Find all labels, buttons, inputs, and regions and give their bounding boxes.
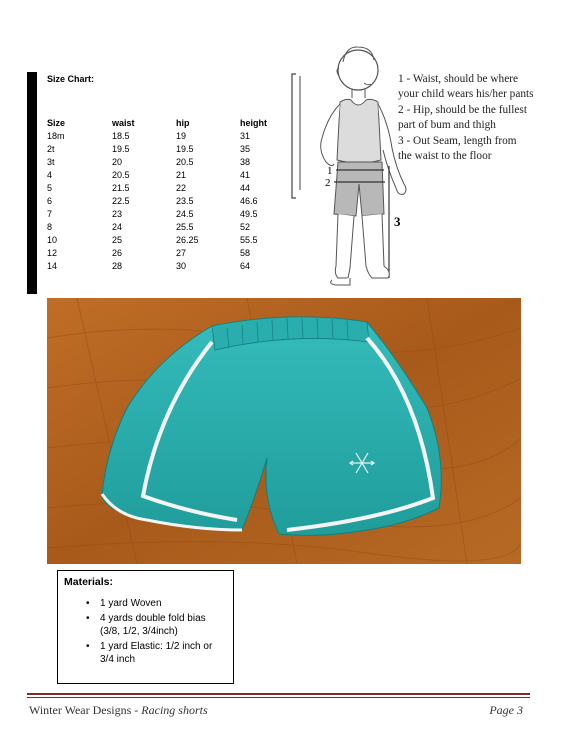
table-cell: 21	[176, 169, 187, 180]
table-cell: 26.25	[176, 234, 199, 245]
footer-brand: Winter Wear Designs - Racing shorts	[29, 703, 208, 717]
table-cell: 19	[176, 130, 187, 141]
table-cell: 22.5	[112, 195, 130, 206]
table-cell: 6	[47, 195, 53, 206]
note-line: part of bum and thigh	[398, 119, 496, 132]
table-row	[47, 129, 285, 142]
table-cell: 44	[240, 182, 251, 193]
size-chart	[47, 74, 287, 272]
marker-3: 3	[394, 214, 401, 229]
bullet-icon: •	[86, 641, 90, 652]
table-cell: 19.5	[176, 143, 194, 154]
marker-2: 2	[325, 177, 331, 189]
header-size: Size	[47, 117, 66, 128]
table-row	[47, 155, 285, 168]
table-cell: 38	[240, 156, 251, 167]
table-cell: 12	[47, 247, 58, 258]
size-table-header	[47, 116, 285, 129]
page-number: Page 3	[489, 703, 523, 717]
table-cell: 20.5	[176, 156, 194, 167]
table-cell: 26	[112, 247, 123, 258]
table-cell: 46.6	[240, 195, 258, 206]
note-line: 1 - Waist, should be where	[398, 73, 518, 85]
table-cell: 23	[112, 208, 123, 219]
bullet-icon: •	[86, 613, 90, 624]
table-cell: 64	[240, 260, 251, 271]
table-cell: 24	[112, 221, 123, 232]
header-height: height	[240, 117, 267, 128]
table-row	[47, 207, 285, 220]
table-cell: 23.5	[176, 195, 194, 206]
table-row	[47, 142, 285, 155]
size-chart-title: Size Chart:	[47, 74, 95, 84]
list-item: • 1 yard Woven	[86, 598, 162, 609]
table-cell: 20.5	[112, 169, 130, 180]
table-cell: 10	[47, 234, 58, 245]
materials-box	[57, 570, 234, 684]
table-cell: 55.5	[240, 234, 258, 245]
table-row	[47, 194, 285, 207]
table-cell: 2t	[47, 143, 55, 154]
table-cell: 7	[47, 208, 53, 219]
table-row	[47, 233, 285, 246]
table-row	[47, 246, 285, 259]
table-cell: 58	[240, 247, 251, 258]
chart-accent-bar	[27, 72, 37, 294]
table-row	[47, 259, 285, 272]
note-line: 2 - Hip, should be the fullest	[398, 103, 527, 116]
materials-list	[64, 597, 227, 666]
shorts-photo	[47, 298, 521, 564]
table-row	[47, 220, 285, 233]
table-row	[47, 168, 285, 181]
table-cell: 14	[47, 260, 58, 271]
table-cell: 4	[47, 169, 53, 180]
bullet-icon: •	[86, 598, 90, 609]
list-item: • 4 yards double fold bias (3/8, 1/2, 3/4inch)	[86, 613, 206, 637]
table-cell: 31	[240, 130, 251, 141]
table-cell: 3t	[47, 156, 55, 167]
footer-product: Racing shorts	[141, 703, 208, 717]
header-waist: waist	[112, 117, 135, 128]
table-cell: 24.5	[176, 208, 194, 219]
footer-rule-thin	[27, 697, 530, 698]
header-hip: hip	[176, 117, 190, 128]
table-cell: 41	[240, 169, 251, 180]
note-line: the waist to the floor	[398, 150, 492, 163]
list-item: • 1 yard Elastic: 1/2 inch or 3/4 inch	[86, 641, 213, 665]
bracket-left	[292, 74, 296, 198]
table-cell: 52	[240, 221, 251, 232]
table-cell: 27	[176, 247, 187, 258]
note-line: 3 - Out Seam, length from	[398, 134, 517, 147]
table-cell: 21.5	[112, 182, 130, 193]
table-cell: 8	[47, 221, 53, 232]
table-cell: 28	[112, 260, 123, 271]
table-cell: 25	[112, 234, 123, 245]
materials-title: Materials:	[64, 576, 114, 588]
table-cell: 19.5	[112, 143, 130, 154]
table-cell: 22	[176, 182, 187, 193]
note-line: your child wears his/her pants	[398, 88, 534, 101]
table-cell: 35	[240, 143, 251, 154]
measurement-notes	[398, 72, 563, 164]
table-row	[47, 181, 285, 194]
table-cell: 18.5	[112, 130, 130, 141]
table-cell: 30	[176, 260, 187, 271]
table-cell: 49.5	[240, 208, 258, 219]
table-cell: 5	[47, 182, 53, 193]
marker-1: 1	[327, 165, 333, 177]
table-cell: 25.5	[176, 221, 194, 232]
table-cell: 20	[112, 156, 123, 167]
table-cell: 18m	[47, 130, 65, 141]
footer-rule	[27, 693, 530, 695]
size-table	[47, 116, 285, 272]
